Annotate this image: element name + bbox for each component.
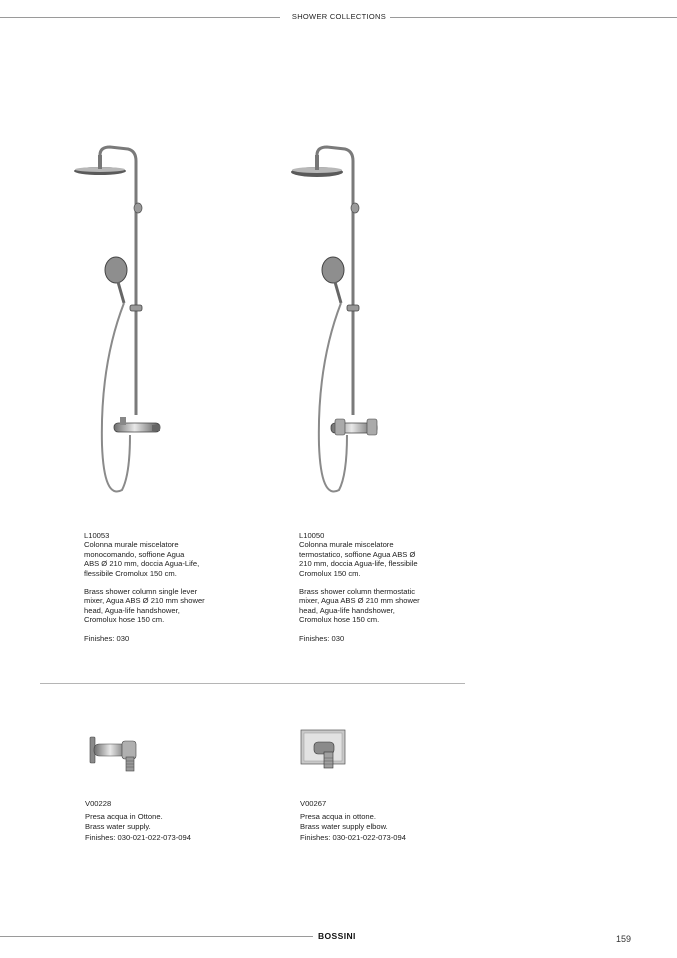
desc-en-line: Cromolux hose 150 cm.	[299, 615, 380, 625]
desc-en-line: Brass shower column single lever	[84, 587, 198, 597]
desc-it-line: ABS Ø 210 mm, doccia Agua-Life,	[84, 559, 200, 569]
water-supply-elbow-image	[300, 728, 348, 776]
product-code: V00267	[300, 799, 327, 808]
brand-logo: BOSSINI	[318, 931, 356, 941]
finishes: Finishes: 030	[299, 633, 345, 643]
product-code: V00228	[85, 799, 112, 808]
product-l10053	[84, 531, 234, 643]
header-rule-left	[0, 17, 280, 18]
finishes: Finishes: 030	[84, 633, 130, 643]
desc-it-line: monocomando, soffione Agua	[84, 549, 185, 559]
product-v00228	[85, 799, 265, 843]
page-number: 159	[616, 934, 632, 944]
finishes: Finishes: 030-021-022-073-094	[85, 833, 191, 843]
finishes: Finishes: 030-021-022-073-094	[300, 833, 406, 843]
desc-it-line: 210 mm, doccia Agua-life, flessibile	[299, 559, 418, 569]
product-code: L10053	[84, 531, 110, 540]
shower-column-thermostatic-image	[287, 145, 387, 505]
desc-en-line: mixer, Agua ABS Ø 210 mm shower	[299, 596, 420, 606]
desc-it-line: Colonna murale miscelatore	[299, 540, 394, 550]
shower-column-single-lever-image	[70, 145, 170, 505]
header-rule-right	[390, 17, 677, 18]
page-title: SHOWER COLLECTIONS	[291, 12, 387, 21]
desc-it-line: Cromolux 150 cm.	[299, 568, 361, 578]
desc-en-line: head, Agua-life handshower,	[84, 605, 180, 615]
product-l10050	[299, 531, 449, 643]
desc-line: Brass water supply elbow.	[300, 821, 388, 831]
desc-it-line: Colonna murale miscelatore	[84, 540, 179, 550]
desc-en-line: Cromolux hose 150 cm.	[84, 615, 165, 625]
desc-it-line: termostatico, soffione Agua ABS Ø	[299, 549, 416, 559]
desc-line: Presa acqua in ottone.	[300, 812, 376, 822]
product-v00267	[300, 799, 480, 843]
desc-line: Presa acqua in Ottone.	[85, 812, 163, 822]
desc-it-line: flessibile Cromolux 150 cm.	[84, 568, 177, 578]
footer-rule	[0, 936, 313, 937]
desc-en-line: head, Agua-life handshower,	[299, 605, 395, 615]
desc-en-line: mixer, Agua ABS Ø 210 mm shower	[84, 596, 205, 606]
water-supply-image	[86, 735, 140, 777]
desc-line: Brass water supply.	[85, 821, 151, 831]
product-code: L10050	[299, 531, 325, 540]
desc-en-line: Brass shower column thermostatic	[299, 587, 416, 597]
section-divider	[40, 683, 465, 684]
